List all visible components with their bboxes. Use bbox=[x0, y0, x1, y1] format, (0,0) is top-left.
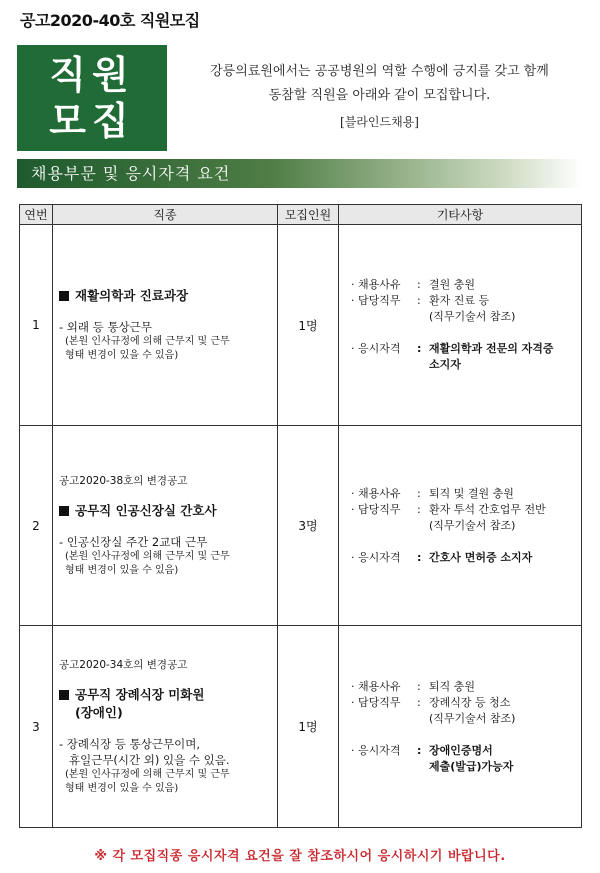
etc-duty-ref: (직무기술서 참조) bbox=[429, 711, 516, 725]
header-no: 연번 bbox=[20, 205, 53, 225]
etc-duty: · 담당직무 : 장례식장 등 청소 bbox=[351, 695, 511, 709]
row-etc bbox=[339, 426, 582, 626]
job-amendment-note: 공고2020-38호의 변경공고 bbox=[59, 475, 188, 487]
intro-line-2: 동참할 직원을 아래와 같이 모집합니다. bbox=[268, 88, 491, 103]
recruit-logo bbox=[17, 45, 167, 151]
square-bullet-icon bbox=[59, 506, 69, 516]
section-title: 채용부문 및 응시자격 요건 bbox=[31, 164, 231, 183]
square-bullet-icon bbox=[59, 291, 69, 301]
etc-reason: · 채용사유 : 결원 충원 bbox=[351, 278, 476, 291]
etc-duty: · 담당직무 : 환자 진료 등 bbox=[351, 294, 490, 307]
table-header-row bbox=[20, 205, 582, 225]
header-count: 모집인원 bbox=[278, 205, 339, 225]
job-duty-line: - 외래 등 통상근무 bbox=[59, 320, 152, 334]
footer-note: ※ 각 모집직종 응시자격 요건을 잘 참조하시어 응시하시기 바랍니다. bbox=[94, 849, 506, 864]
etc-qualification: · 응시자격 : 장애인증명서 제출(발급)가능자 bbox=[351, 743, 514, 773]
row-count: 1명 bbox=[278, 225, 339, 426]
logo-line-2: 모집 bbox=[49, 99, 135, 143]
intro-line-1: 강릉의료원에서는 공공병원의 역할 수행에 긍지를 갖고 함께 bbox=[210, 64, 549, 79]
job-note-line-1: (본원 인사규정에 의해 근무지 및 근무 bbox=[65, 551, 230, 562]
row-job bbox=[53, 225, 278, 426]
header-job: 직종 bbox=[53, 205, 278, 225]
row-no: 1 bbox=[20, 225, 53, 426]
row-job bbox=[53, 626, 278, 828]
job-note-line-2: 형태 변경이 있을 수 있음) bbox=[65, 783, 179, 794]
logo-line-1: 직원 bbox=[49, 53, 135, 97]
job-amendment-note: 공고2020-34호의 변경공고 bbox=[59, 659, 188, 671]
table-row bbox=[20, 225, 582, 426]
etc-reason: · 채용사유 : 퇴직 충원 bbox=[351, 679, 476, 693]
row-etc bbox=[339, 626, 582, 828]
row-count: 1명 bbox=[278, 626, 339, 828]
table-row bbox=[20, 626, 582, 828]
table-row bbox=[20, 426, 582, 626]
job-note-line-1: (본원 인사규정에 의해 근무지 및 근무 bbox=[65, 336, 230, 347]
section-title-bar bbox=[17, 159, 582, 188]
job-duty-line: - 인공신장실 주간 2교대 근무 bbox=[59, 535, 208, 549]
job-note-line-2: 형태 변경이 있을 수 있음) bbox=[65, 350, 179, 361]
blind-recruit-label: [블라인드채용] bbox=[340, 115, 419, 129]
job-title: 공무직 인공신장실 간호사 bbox=[59, 502, 271, 520]
row-job bbox=[53, 426, 278, 626]
square-bullet-icon bbox=[59, 690, 69, 700]
job-title: 공무직 장례식장 미화원 (장애인) bbox=[59, 686, 271, 722]
intro-text bbox=[172, 60, 587, 134]
row-etc bbox=[339, 225, 582, 426]
job-duty-line-2: 휴일근무(시간 외) 있을 수 있음. bbox=[69, 753, 230, 767]
row-no: 2 bbox=[20, 426, 53, 626]
header-etc: 기타사항 bbox=[339, 205, 582, 225]
row-no: 3 bbox=[20, 626, 53, 828]
etc-duty: · 담당직무 : 환자 투석 간호업무 전반 bbox=[351, 502, 546, 516]
recruit-table bbox=[19, 204, 582, 828]
job-title: 재활의학과 진료과장 bbox=[59, 287, 271, 305]
notice-number-title: 공고2020-40호 직원모집 bbox=[20, 11, 200, 30]
etc-duty-ref: (직무기술서 참조) bbox=[429, 518, 516, 532]
job-duty-line: - 장례식장 등 통상근무이며, bbox=[59, 737, 200, 751]
job-note-line-1: (본원 인사규정에 의해 근무지 및 근무 bbox=[65, 769, 230, 780]
etc-qualification: · 응시자격 : 간호사 면허증 소지자 bbox=[351, 550, 533, 564]
job-note-line-2: 형태 변경이 있을 수 있음) bbox=[65, 565, 179, 576]
row-count: 3명 bbox=[278, 426, 339, 626]
etc-qualification: · 응시자격 : 재활의학과 전문의 자격증 소지자 bbox=[351, 342, 554, 371]
etc-duty-ref: (직무기술서 참조) bbox=[429, 310, 516, 323]
etc-reason: · 채용사유 : 퇴직 및 결원 충원 bbox=[351, 486, 514, 500]
